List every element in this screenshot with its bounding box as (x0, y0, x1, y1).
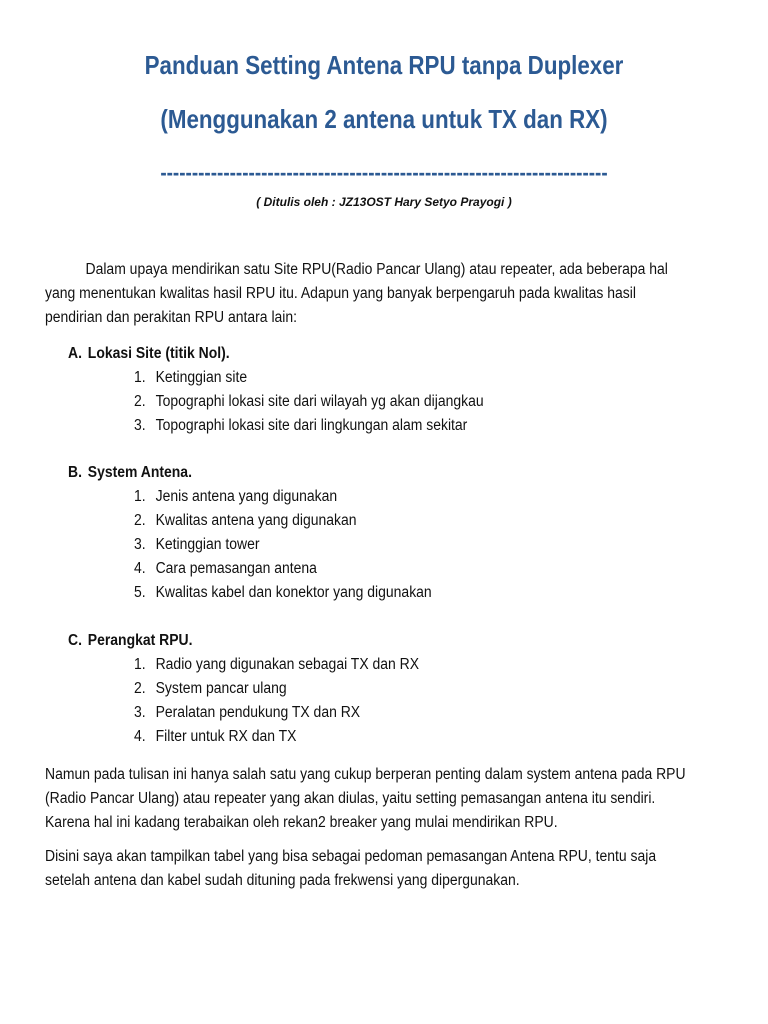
section-b-title: System Antena. (87, 464, 192, 481)
list-text: Cara pemasangan antena (155, 560, 317, 577)
list-item (134, 557, 432, 581)
para2-line-1: Namun pada tulisan ini hanya salah satu yang cukup berperan penting dalam system antena pada RPU (45, 766, 686, 783)
section-b-letter: B. (68, 464, 82, 481)
section-a-title: Lokasi Site (titik Nol). (87, 345, 230, 362)
list-item (134, 581, 432, 605)
list-number: 2. (134, 680, 146, 697)
body-paragraph-2 (45, 763, 686, 835)
para2-line-3: Karena hal ini kadang terabaikan oleh rekan2 breaker yang mulai mendirikan RPU. (45, 814, 558, 831)
list-text: Ketinggian tower (155, 536, 260, 553)
list-number: 3. (134, 704, 146, 721)
list-text: Peralatan pendukung TX dan RX (155, 704, 361, 721)
intro-line-1: Dalam upaya mendirikan satu Site RPU(Radio Pancar Ulang) atau repeater, ada beberapa hal (85, 261, 668, 278)
list-text: Jenis antena yang digunakan (155, 488, 338, 505)
list-number: 1. (134, 656, 146, 673)
list-item (134, 390, 484, 414)
list-item (134, 533, 432, 557)
list-text: Ketinggian site (155, 369, 248, 386)
document-title-line2: (Menggunakan 2 antena untuk TX dan RX) (160, 104, 608, 134)
list-number: 2. (134, 512, 146, 529)
list-item (134, 366, 484, 390)
list-number: 1. (134, 488, 146, 505)
section-a-heading (68, 342, 230, 366)
section-b-list (134, 485, 432, 605)
author-byline: ( Ditulis oleh : JZ13OST Hary Setyo Prayogi ) (256, 195, 512, 209)
list-text: Topographi lokasi site dari lingkungan alam sekitar (155, 417, 468, 434)
title-separator: ----------------------------------------------------------------------- (160, 160, 608, 185)
list-item (134, 485, 432, 509)
list-number: 4. (134, 728, 146, 745)
list-text: Kwalitas antena yang digunakan (155, 512, 357, 529)
list-item (134, 414, 484, 438)
list-item (134, 653, 419, 677)
list-number: 4. (134, 560, 146, 577)
intro-line-2: yang menentukan kwalitas hasil RPU itu. Adapun yang banyak berpengaruh pada kwalitas hasil (45, 285, 636, 302)
list-number: 3. (134, 536, 146, 553)
section-a-letter: A. (68, 345, 82, 362)
list-text: Radio yang digunakan sebagai TX dan RX (155, 656, 420, 673)
body-paragraph-3 (45, 845, 656, 893)
list-number: 2. (134, 393, 146, 410)
intro-line-3: pendirian dan perakitan RPU antara lain: (45, 309, 298, 326)
list-number: 3. (134, 417, 146, 434)
para3-line-2: setelah antena dan kabel sudah dituning pada frekwensi yang dipergunakan. (45, 872, 520, 889)
list-item (134, 677, 419, 701)
section-a-list (134, 366, 484, 438)
intro-paragraph (45, 258, 668, 330)
document-title-line1: Panduan Setting Antena RPU tanpa Duplexer (144, 50, 624, 80)
list-text: Filter untuk RX dan TX (155, 728, 297, 745)
list-number: 1. (134, 369, 146, 386)
list-text: Kwalitas kabel dan konektor yang digunakan (155, 584, 432, 601)
list-item (134, 509, 432, 533)
para3-line-1: Disini saya akan tampilkan tabel yang bisa sebagai pedoman pemasangan Antena RPU, tentu saja (45, 848, 657, 865)
section-b-heading (68, 461, 192, 485)
section-c-letter: C. (68, 632, 82, 649)
list-text: Topographi lokasi site dari wilayah yg akan dijangkau (155, 393, 484, 410)
list-item (134, 701, 419, 725)
list-item (134, 725, 419, 749)
para2-line-2: (Radio Pancar Ulang) atau repeater yang akan diulas, yaitu setting pemasangan antena itu sendiri. (45, 790, 656, 807)
section-c-heading (68, 629, 192, 653)
list-number: 5. (134, 584, 146, 601)
section-c-title: Perangkat RPU. (87, 632, 193, 649)
list-text: System pancar ulang (155, 680, 287, 697)
section-c-list (134, 653, 419, 749)
